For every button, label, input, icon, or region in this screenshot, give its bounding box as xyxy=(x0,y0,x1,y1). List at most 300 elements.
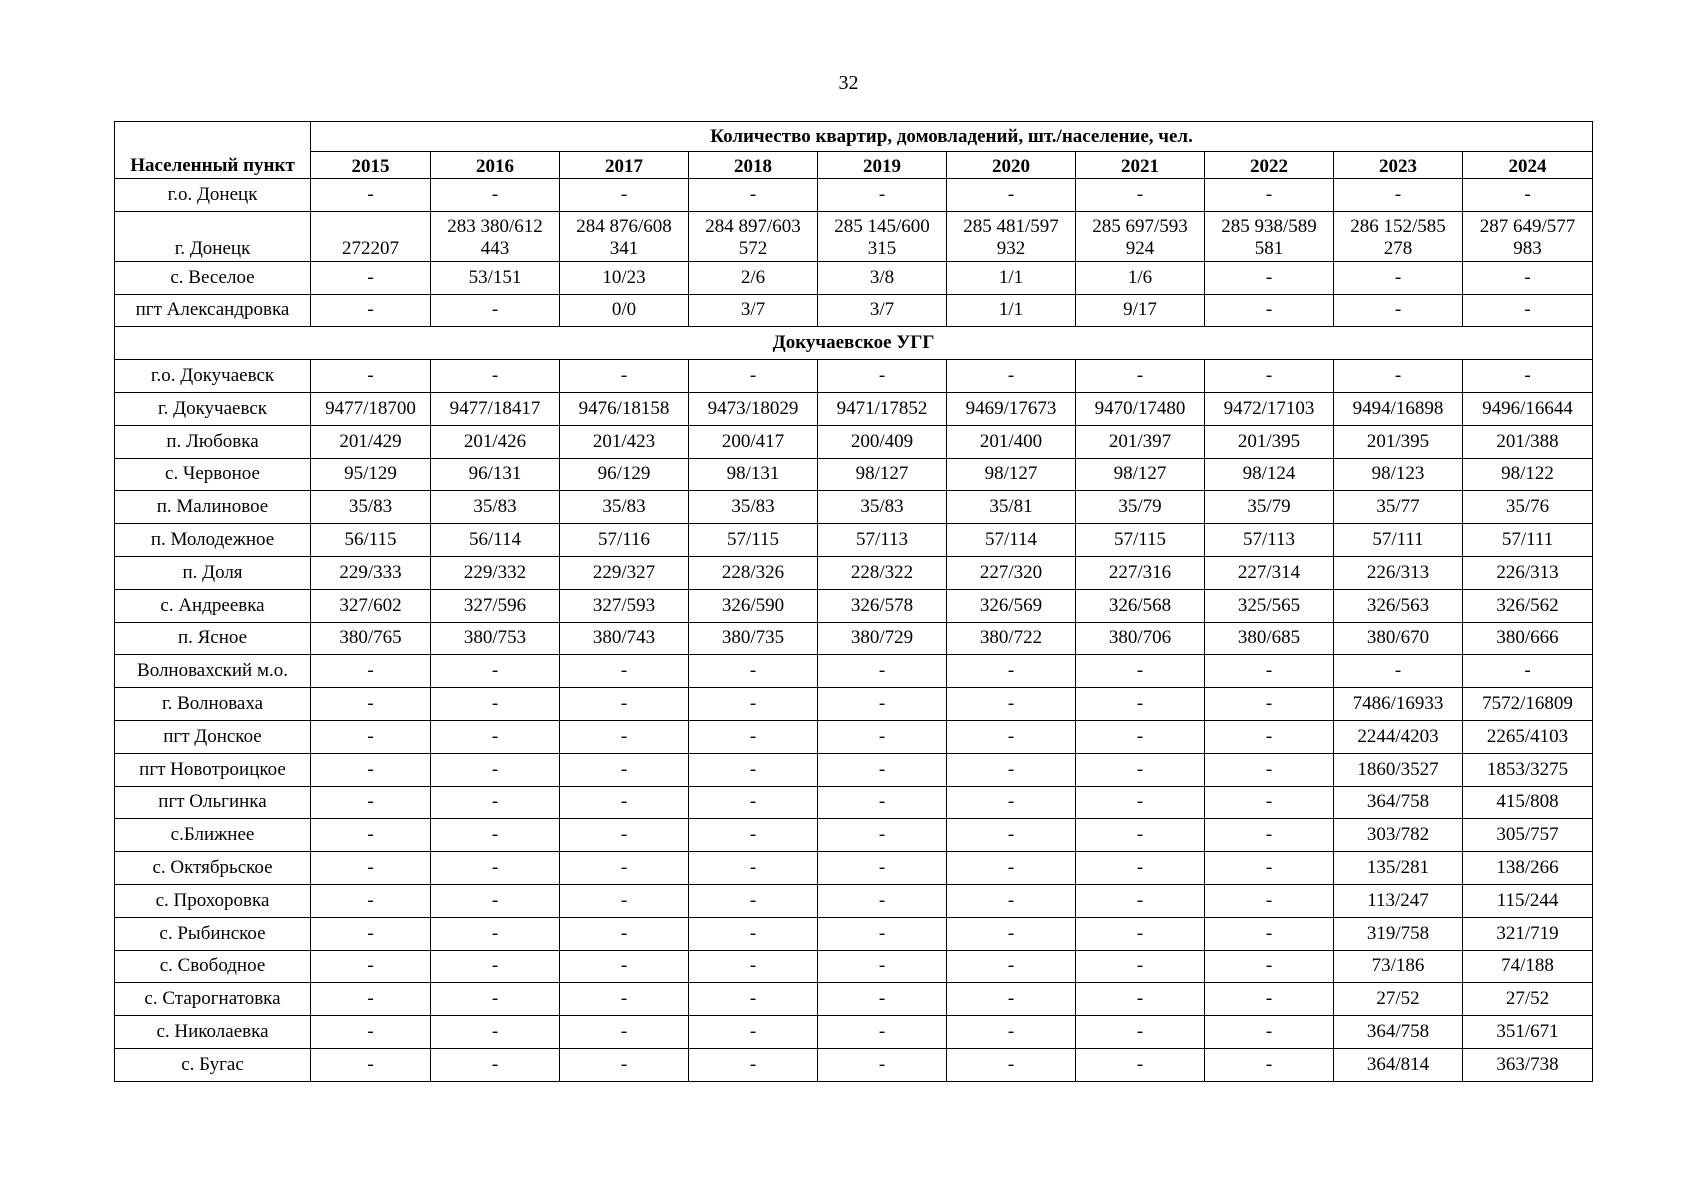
value-cell: 380/765 xyxy=(311,622,431,655)
value-cell: - xyxy=(818,753,947,786)
value-cell: 9471/17852 xyxy=(818,392,947,425)
value-cell: - xyxy=(1076,852,1205,885)
settlement-name-cell: г.о. Донецк xyxy=(115,179,311,212)
value-cell: 326/562 xyxy=(1463,589,1593,622)
value-cell: 227/316 xyxy=(1076,556,1205,589)
value-cell: 228/322 xyxy=(818,556,947,589)
value-cell: 201/400 xyxy=(947,425,1076,458)
value-cell: 35/83 xyxy=(689,491,818,524)
value-cell: - xyxy=(1334,655,1463,688)
value-cell: 380/729 xyxy=(818,622,947,655)
value-cell: - xyxy=(818,360,947,393)
value-cell: 351/671 xyxy=(1463,1016,1593,1049)
year-header: 2023 xyxy=(1334,152,1463,179)
table-row xyxy=(115,261,1593,294)
value-cell: - xyxy=(311,917,431,950)
value-cell: 57/115 xyxy=(1076,524,1205,557)
value-cell: 10/23 xyxy=(560,261,689,294)
value-cell: - xyxy=(1076,753,1205,786)
value-cell: 57/113 xyxy=(1205,524,1334,557)
year-header: 2022 xyxy=(1205,152,1334,179)
value-cell: 35/83 xyxy=(818,491,947,524)
value-cell: - xyxy=(1205,360,1334,393)
value-cell: 57/116 xyxy=(560,524,689,557)
value-cell: 1853/3275 xyxy=(1463,753,1593,786)
value-cell: - xyxy=(311,294,431,327)
value-cell: - xyxy=(560,852,689,885)
value-cell: 227/314 xyxy=(1205,556,1334,589)
value-cell: - xyxy=(818,1016,947,1049)
value-cell: - xyxy=(1076,819,1205,852)
settlement-name-cell: пгт Александровка xyxy=(115,294,311,327)
value-cell: - xyxy=(1205,261,1334,294)
value-cell: - xyxy=(1076,884,1205,917)
value-cell: - xyxy=(431,819,560,852)
value-cell: - xyxy=(818,884,947,917)
table-row xyxy=(115,458,1593,491)
page-number: 32 xyxy=(838,72,859,94)
value-cell: 201/426 xyxy=(431,425,560,458)
value-cell: - xyxy=(560,1016,689,1049)
value-cell: - xyxy=(1334,294,1463,327)
value-cell: 2265/4103 xyxy=(1463,720,1593,753)
value-cell: 380/685 xyxy=(1205,622,1334,655)
value-cell: - xyxy=(1205,917,1334,950)
value-cell: 272207 xyxy=(311,211,431,261)
value-cell: 200/409 xyxy=(818,425,947,458)
value-cell: - xyxy=(311,261,431,294)
value-cell: 57/113 xyxy=(818,524,947,557)
table-row xyxy=(115,491,1593,524)
value-cell: 229/332 xyxy=(431,556,560,589)
value-cell: - xyxy=(431,983,560,1016)
value-cell: 201/429 xyxy=(311,425,431,458)
value-cell: - xyxy=(689,950,818,983)
table-header xyxy=(115,122,1593,179)
value-cell: 2/6 xyxy=(689,261,818,294)
value-cell: 227/320 xyxy=(947,556,1076,589)
value-cell: 56/114 xyxy=(431,524,560,557)
value-cell: 201/395 xyxy=(1334,425,1463,458)
value-cell: - xyxy=(1205,852,1334,885)
value-cell: 303/782 xyxy=(1334,819,1463,852)
value-cell: - xyxy=(311,819,431,852)
value-cell: - xyxy=(431,884,560,917)
value-cell: 326/590 xyxy=(689,589,818,622)
value-cell: 7486/16933 xyxy=(1334,688,1463,721)
settlement-name-cell: с. Прохоровка xyxy=(115,884,311,917)
settlement-name-cell: п. Малиновое xyxy=(115,491,311,524)
value-cell: - xyxy=(1076,720,1205,753)
value-cell: - xyxy=(818,786,947,819)
table-row xyxy=(115,360,1593,393)
value-cell: 9469/17673 xyxy=(947,392,1076,425)
value-cell: 3/8 xyxy=(818,261,947,294)
value-cell: 27/52 xyxy=(1334,983,1463,1016)
value-cell: 284 897/603 572 xyxy=(689,211,818,261)
value-cell: - xyxy=(311,786,431,819)
value-cell: 9476/18158 xyxy=(560,392,689,425)
table-row xyxy=(115,983,1593,1016)
value-cell: - xyxy=(311,983,431,1016)
value-cell: 325/565 xyxy=(1205,589,1334,622)
value-cell: - xyxy=(689,688,818,721)
value-cell: - xyxy=(1205,753,1334,786)
value-cell: - xyxy=(689,983,818,1016)
value-cell: - xyxy=(311,753,431,786)
value-cell: - xyxy=(431,1048,560,1081)
value-cell: - xyxy=(947,917,1076,950)
value-cell: - xyxy=(431,294,560,327)
value-cell: - xyxy=(818,720,947,753)
value-cell: - xyxy=(1205,688,1334,721)
value-cell: 96/129 xyxy=(560,458,689,491)
value-cell: 364/758 xyxy=(1334,1016,1463,1049)
value-cell: - xyxy=(1205,786,1334,819)
value-cell: 9472/17103 xyxy=(1205,392,1334,425)
year-header: 2020 xyxy=(947,152,1076,179)
value-cell: - xyxy=(1463,179,1593,212)
value-cell: - xyxy=(1463,294,1593,327)
header-row-years xyxy=(115,152,1593,179)
value-cell: 35/79 xyxy=(1076,491,1205,524)
value-cell: 35/76 xyxy=(1463,491,1593,524)
table-row xyxy=(115,294,1593,327)
value-cell: - xyxy=(1076,360,1205,393)
value-cell: - xyxy=(947,720,1076,753)
value-cell: 226/313 xyxy=(1463,556,1593,589)
value-cell: - xyxy=(947,360,1076,393)
value-cell: - xyxy=(818,983,947,1016)
value-cell: - xyxy=(431,950,560,983)
value-cell: - xyxy=(560,753,689,786)
value-cell: 380/722 xyxy=(947,622,1076,655)
table-row xyxy=(115,392,1593,425)
value-cell: 53/151 xyxy=(431,261,560,294)
value-cell: - xyxy=(311,950,431,983)
value-cell: 201/423 xyxy=(560,425,689,458)
value-cell: 57/111 xyxy=(1334,524,1463,557)
value-cell: - xyxy=(818,819,947,852)
value-cell: 286 152/585 278 xyxy=(1334,211,1463,261)
value-cell: - xyxy=(1334,179,1463,212)
value-cell: 283 380/612 443 xyxy=(431,211,560,261)
value-cell: - xyxy=(1334,261,1463,294)
value-cell: - xyxy=(689,179,818,212)
value-cell: - xyxy=(689,360,818,393)
value-cell: - xyxy=(947,688,1076,721)
value-cell: 287 649/577 983 xyxy=(1463,211,1593,261)
value-cell: - xyxy=(947,852,1076,885)
value-cell: - xyxy=(689,1048,818,1081)
value-cell: - xyxy=(560,1048,689,1081)
value-cell: - xyxy=(818,950,947,983)
value-cell: - xyxy=(560,917,689,950)
value-cell: - xyxy=(689,720,818,753)
value-cell: 1860/3527 xyxy=(1334,753,1463,786)
value-cell: - xyxy=(1205,950,1334,983)
section-row xyxy=(115,327,1593,360)
value-cell: - xyxy=(311,179,431,212)
value-cell: - xyxy=(1205,294,1334,327)
value-cell: - xyxy=(947,786,1076,819)
value-cell: - xyxy=(1076,655,1205,688)
value-cell: 98/122 xyxy=(1463,458,1593,491)
table-row xyxy=(115,655,1593,688)
table-row xyxy=(115,852,1593,885)
value-cell: 35/77 xyxy=(1334,491,1463,524)
settlement-name-cell: с. Бугас xyxy=(115,1048,311,1081)
value-cell: - xyxy=(947,1016,1076,1049)
value-cell: 284 876/608 341 xyxy=(560,211,689,261)
value-cell: 3/7 xyxy=(689,294,818,327)
value-cell: 228/326 xyxy=(689,556,818,589)
value-cell: - xyxy=(431,1016,560,1049)
value-cell: - xyxy=(1076,917,1205,950)
value-cell: - xyxy=(431,720,560,753)
value-cell: - xyxy=(1463,655,1593,688)
value-cell: - xyxy=(1076,1048,1205,1081)
table-row xyxy=(115,425,1593,458)
table-row xyxy=(115,720,1593,753)
value-cell: 35/83 xyxy=(311,491,431,524)
value-cell: - xyxy=(1076,179,1205,212)
settlement-name-cell: пгт Ольгинка xyxy=(115,786,311,819)
value-cell: 201/388 xyxy=(1463,425,1593,458)
value-cell: - xyxy=(311,688,431,721)
value-cell: 9496/16644 xyxy=(1463,392,1593,425)
value-cell: - xyxy=(560,179,689,212)
table-row xyxy=(115,884,1593,917)
value-cell: 305/757 xyxy=(1463,819,1593,852)
value-cell: 321/719 xyxy=(1463,917,1593,950)
year-header: 2015 xyxy=(311,152,431,179)
value-cell: - xyxy=(818,688,947,721)
value-cell: - xyxy=(560,360,689,393)
value-cell: 285 145/600 315 xyxy=(818,211,947,261)
table-row xyxy=(115,950,1593,983)
value-cell: 57/111 xyxy=(1463,524,1593,557)
value-cell: - xyxy=(689,1016,818,1049)
value-cell: - xyxy=(947,819,1076,852)
value-cell: 2244/4203 xyxy=(1334,720,1463,753)
settlement-name-cell: с. Октябрьское xyxy=(115,852,311,885)
value-cell: - xyxy=(1205,819,1334,852)
table-row xyxy=(115,1048,1593,1081)
value-cell: - xyxy=(560,950,689,983)
value-cell: 9473/18029 xyxy=(689,392,818,425)
value-cell: 9477/18700 xyxy=(311,392,431,425)
value-cell: - xyxy=(818,852,947,885)
value-cell: 9470/17480 xyxy=(1076,392,1205,425)
value-cell: - xyxy=(689,884,818,917)
value-cell: - xyxy=(1205,983,1334,1016)
settlement-name-cell: п. Доля xyxy=(115,556,311,589)
value-cell: 35/83 xyxy=(560,491,689,524)
value-cell: - xyxy=(560,884,689,917)
settlement-name-cell: п. Любовка xyxy=(115,425,311,458)
year-header: 2021 xyxy=(1076,152,1205,179)
value-cell: - xyxy=(947,884,1076,917)
settlement-name-cell: пгт Новотроицкое xyxy=(115,753,311,786)
value-cell: - xyxy=(431,179,560,212)
value-cell: 135/281 xyxy=(1334,852,1463,885)
settlement-name-cell: п. Ясное xyxy=(115,622,311,655)
value-cell: - xyxy=(947,753,1076,786)
value-cell: - xyxy=(689,786,818,819)
table-row xyxy=(115,556,1593,589)
value-cell: - xyxy=(1334,360,1463,393)
value-cell: - xyxy=(1205,1048,1334,1081)
value-cell: 363/738 xyxy=(1463,1048,1593,1081)
value-cell: 9494/16898 xyxy=(1334,392,1463,425)
value-cell: 415/808 xyxy=(1463,786,1593,819)
value-cell: 285 481/597 932 xyxy=(947,211,1076,261)
table-row xyxy=(115,917,1593,950)
value-cell: - xyxy=(311,720,431,753)
value-cell: - xyxy=(818,1048,947,1081)
table-body xyxy=(115,179,1593,1082)
value-cell: - xyxy=(689,917,818,950)
table-row xyxy=(115,753,1593,786)
value-cell: - xyxy=(1076,1016,1205,1049)
table-row xyxy=(115,211,1593,261)
value-cell: - xyxy=(431,753,560,786)
settlement-name-cell: г. Докучаевск xyxy=(115,392,311,425)
value-cell: - xyxy=(1076,950,1205,983)
settlement-name-cell: с. Веселое xyxy=(115,261,311,294)
section-title: Докучаевское УГГ xyxy=(115,327,1593,360)
header-row-group xyxy=(115,122,1593,152)
value-cell: - xyxy=(560,983,689,1016)
value-cell: 57/115 xyxy=(689,524,818,557)
value-cell: 9/17 xyxy=(1076,294,1205,327)
value-cell: 7572/16809 xyxy=(1463,688,1593,721)
value-cell: - xyxy=(1205,179,1334,212)
settlement-name-cell: пгт Донское xyxy=(115,720,311,753)
value-cell: - xyxy=(1205,655,1334,688)
value-cell: - xyxy=(431,786,560,819)
value-cell: 380/670 xyxy=(1334,622,1463,655)
value-cell: - xyxy=(560,819,689,852)
settlement-name-cell: с. Червоное xyxy=(115,458,311,491)
group-column-header: Количество квартир, домовладений, шт./население, чел. xyxy=(311,122,1593,152)
value-cell: 95/129 xyxy=(311,458,431,491)
settlement-housing-table xyxy=(114,121,1593,1082)
value-cell: 98/123 xyxy=(1334,458,1463,491)
value-cell: 3/7 xyxy=(818,294,947,327)
table-row xyxy=(115,819,1593,852)
value-cell: 113/247 xyxy=(1334,884,1463,917)
settlement-name-cell: с. Николаевка xyxy=(115,1016,311,1049)
table-row xyxy=(115,622,1593,655)
settlement-name-cell: Волновахский м.о. xyxy=(115,655,311,688)
settlement-name-cell: п. Молодежное xyxy=(115,524,311,557)
value-cell: 0/0 xyxy=(560,294,689,327)
value-cell: - xyxy=(1463,261,1593,294)
value-cell: 201/395 xyxy=(1205,425,1334,458)
value-cell: 285 697/593 924 xyxy=(1076,211,1205,261)
value-cell: 56/115 xyxy=(311,524,431,557)
value-cell: 98/127 xyxy=(947,458,1076,491)
value-cell: 380/753 xyxy=(431,622,560,655)
value-cell: - xyxy=(311,884,431,917)
value-cell: - xyxy=(431,655,560,688)
value-cell: 57/114 xyxy=(947,524,1076,557)
value-cell: 201/397 xyxy=(1076,425,1205,458)
value-cell: 115/244 xyxy=(1463,884,1593,917)
value-cell: - xyxy=(818,179,947,212)
value-cell: 327/593 xyxy=(560,589,689,622)
value-cell: - xyxy=(560,786,689,819)
value-cell: - xyxy=(1205,720,1334,753)
value-cell: - xyxy=(1463,360,1593,393)
value-cell: 326/563 xyxy=(1334,589,1463,622)
value-cell: - xyxy=(431,917,560,950)
value-cell: 380/743 xyxy=(560,622,689,655)
value-cell: - xyxy=(947,179,1076,212)
value-cell: - xyxy=(947,950,1076,983)
settlement-column-header: Населенный пункт xyxy=(115,122,311,179)
value-cell: 327/602 xyxy=(311,589,431,622)
value-cell: 98/131 xyxy=(689,458,818,491)
value-cell: - xyxy=(311,852,431,885)
value-cell: - xyxy=(431,360,560,393)
value-cell: 226/313 xyxy=(1334,556,1463,589)
value-cell: 364/758 xyxy=(1334,786,1463,819)
value-cell: 326/569 xyxy=(947,589,1076,622)
value-cell: 285 938/589 581 xyxy=(1205,211,1334,261)
settlement-name-cell: с. Рыбинское xyxy=(115,917,311,950)
value-cell: - xyxy=(818,655,947,688)
table-row xyxy=(115,179,1593,212)
value-cell: 98/127 xyxy=(1076,458,1205,491)
value-cell: - xyxy=(689,819,818,852)
value-cell: 319/758 xyxy=(1334,917,1463,950)
value-cell: 200/417 xyxy=(689,425,818,458)
value-cell: - xyxy=(431,852,560,885)
value-cell: - xyxy=(947,983,1076,1016)
year-header: 2016 xyxy=(431,152,560,179)
settlement-name-cell: с.Ближнее xyxy=(115,819,311,852)
value-cell: - xyxy=(311,1016,431,1049)
value-cell: 35/83 xyxy=(431,491,560,524)
value-cell: - xyxy=(818,917,947,950)
value-cell: 35/81 xyxy=(947,491,1076,524)
table-row xyxy=(115,1016,1593,1049)
value-cell: - xyxy=(689,655,818,688)
table-row xyxy=(115,589,1593,622)
value-cell: - xyxy=(1205,884,1334,917)
value-cell: - xyxy=(560,688,689,721)
value-cell: 326/578 xyxy=(818,589,947,622)
value-cell: 138/266 xyxy=(1463,852,1593,885)
value-cell: - xyxy=(1076,688,1205,721)
value-cell: 27/52 xyxy=(1463,983,1593,1016)
settlement-name-cell: с. Свободное xyxy=(115,950,311,983)
year-header: 2019 xyxy=(818,152,947,179)
value-cell: 1/1 xyxy=(947,261,1076,294)
value-cell: 9477/18417 xyxy=(431,392,560,425)
year-header: 2017 xyxy=(560,152,689,179)
value-cell: 380/706 xyxy=(1076,622,1205,655)
value-cell: - xyxy=(947,1048,1076,1081)
value-cell: 1/1 xyxy=(947,294,1076,327)
value-cell: 1/6 xyxy=(1076,261,1205,294)
year-header: 2024 xyxy=(1463,152,1593,179)
value-cell: - xyxy=(311,1048,431,1081)
value-cell: 98/124 xyxy=(1205,458,1334,491)
